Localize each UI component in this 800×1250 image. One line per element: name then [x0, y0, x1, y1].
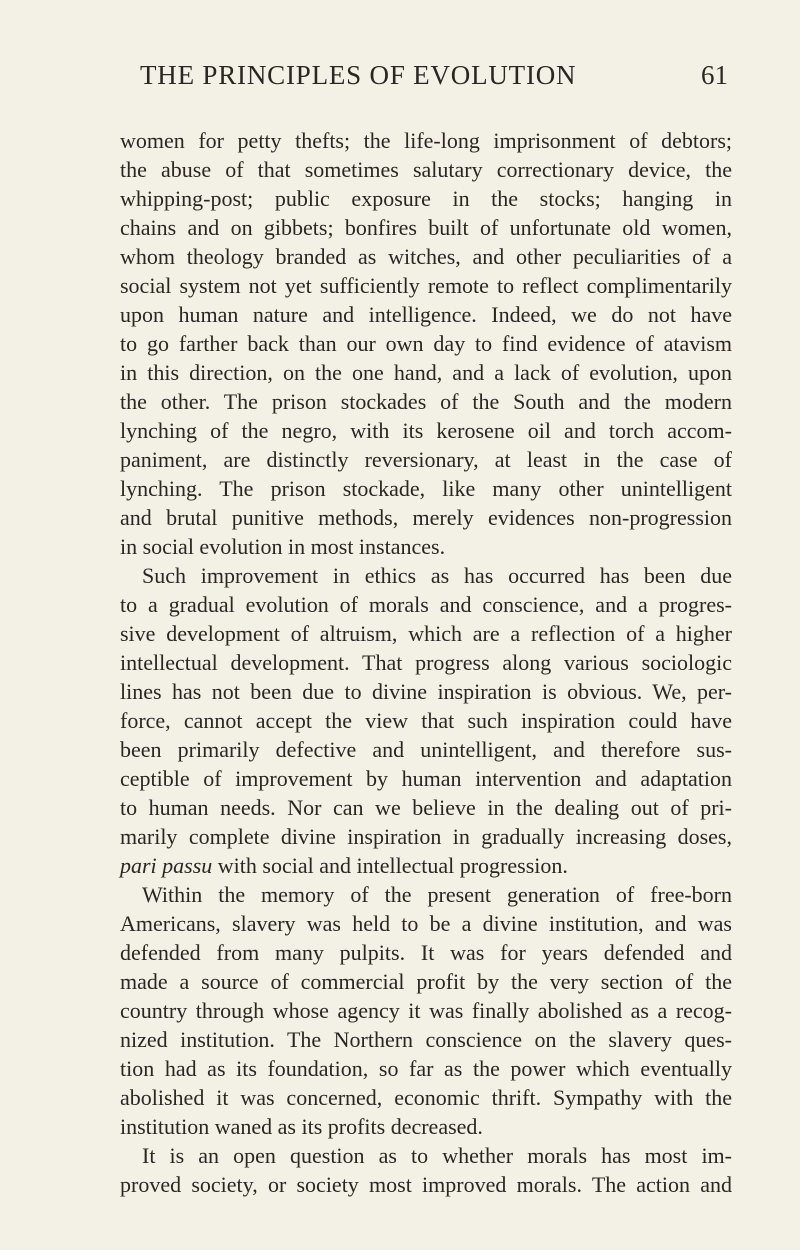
text-line: lynching. The prison stockade, like many other unintelligent [120, 476, 732, 501]
text-line: to a gradual evolution of morals and conscience, and a progres- [120, 592, 732, 617]
italic-phrase: pari passu [120, 853, 213, 878]
text-line: defended from many pulpits. It was for years defended and [120, 940, 732, 965]
text-line: ceptible of improvement by human intervention and adaptation [120, 766, 732, 791]
text-line: paniment, are distinctly reversionary, at least in the case of [120, 447, 732, 472]
text-line: abolished it was concerned, economic thrift. Sympathy with the [120, 1085, 732, 1110]
text-line: It is an open question as to whether morals has most im- [142, 1143, 732, 1168]
text-line: upon human nature and intelligence. Indeed, we do not have [120, 302, 732, 327]
text-line: country through whose agency it was finally abolished as a recog- [120, 998, 732, 1023]
text-line: marily complete divine inspiration in gradually increasing doses, [120, 824, 732, 849]
text-fragment: with social and intellectual progression. [212, 853, 568, 878]
text-line: Such improvement in ethics as has occurred has been due [142, 563, 732, 588]
text-line: to go farther back than our own day to find evidence of atavism [120, 331, 732, 356]
body-text [120, 126, 732, 1199]
text-line: made a source of commercial profit by the very section of the [120, 969, 732, 994]
text-line: tion had as its foundation, so far as the power which eventually [120, 1056, 732, 1081]
text-line: the other. The prison stockades of the South and the modern [120, 389, 732, 414]
text-line: whipping-post; public exposure in the stocks; hanging in [120, 186, 732, 211]
page-number: 61 [701, 60, 728, 90]
text-line: women for petty thefts; the life-long imprisonment of debtors; [120, 128, 732, 153]
text-line: the abuse of that sometimes salutary correctionary device, the [120, 157, 732, 182]
text-line [120, 851, 732, 880]
running-title: THE PRINCIPLES OF EVOLUTION [140, 60, 577, 90]
text-line: been primarily defective and unintelligent, and therefore sus- [120, 737, 732, 762]
text-line: and brutal punitive methods, merely evidences non-progression [120, 505, 732, 530]
text-line: force, cannot accept the view that such inspiration could have [120, 708, 732, 733]
text-line: to human needs. Nor can we believe in the dealing out of pri- [120, 795, 732, 820]
text-line: social system not yet sufficiently remote to reflect complimentarily [120, 273, 732, 298]
text-line: institution waned as its profits decreased. [120, 1114, 483, 1139]
text-line: Within the memory of the present generation of free-born [142, 882, 732, 907]
text-line: sive development of altruism, which are a reflection of a higher [120, 621, 732, 646]
text-line: intellectual development. That progress along various sociologic [120, 650, 732, 675]
text-line: in social evolution in most instances. [120, 534, 446, 559]
text-line: proved society, or society most improved morals. The action and [120, 1172, 732, 1197]
text-line: chains and on gibbets; bonfires built of unfortunate old women, [120, 215, 732, 240]
text-line: lines has not been due to divine inspiration is obvious. We, per- [120, 679, 732, 704]
text-line: in this direction, on the one hand, and a lack of evolution, upon [120, 360, 732, 385]
page-header [120, 60, 740, 100]
text-line: whom theology branded as witches, and other peculiarities of a [120, 244, 732, 269]
text-line: lynching of the negro, with its kerosene oil and torch accom- [120, 418, 732, 443]
text-line: Americans, slavery was held to be a divine institution, and was [120, 911, 732, 936]
text-line: nized institution. The Northern conscience on the slavery ques- [120, 1027, 732, 1052]
